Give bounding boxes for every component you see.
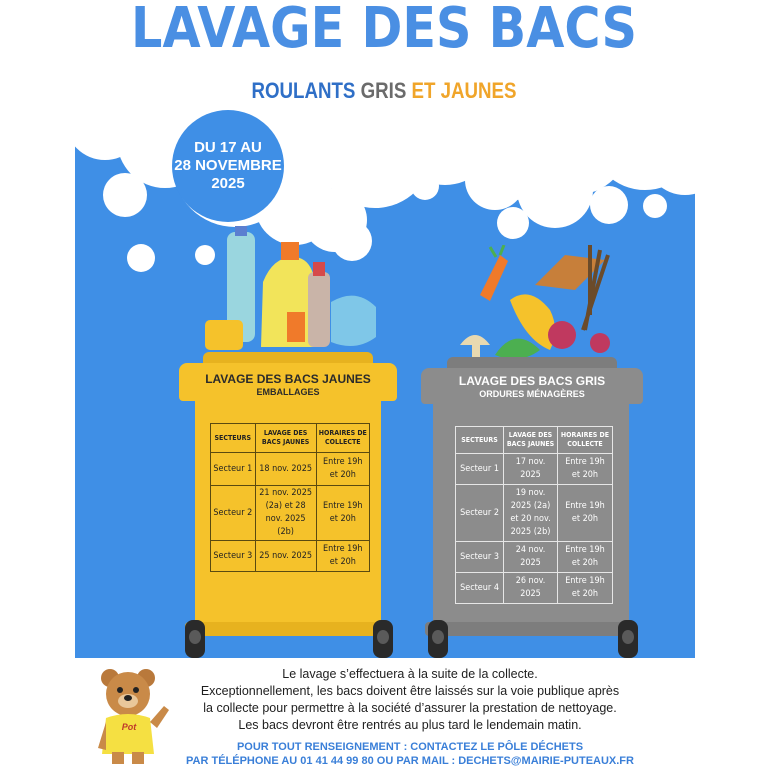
cell-date: 24 nov. 2025: [504, 542, 558, 573]
contact-line-2: PAR TÉLÉPHONE AU 01 41 44 99 80 OU PAR MAIL : DECHETS@MAIRIE-PUTEAUX.FR: [186, 755, 634, 767]
yellow-bin-schedule-table: [210, 423, 370, 572]
page-title: LAVAGE DES BACS: [131, 0, 637, 61]
cell-secteur: Secteur 1: [211, 453, 256, 486]
grey-bin-schedule-table: [455, 426, 613, 604]
grey-bin-title: [421, 375, 643, 401]
grey-bin-heading: LAVAGE DES BACS GRIS: [458, 374, 606, 388]
cell-date: 25 nov. 2025: [255, 541, 316, 572]
info-line-2: Exceptionnellement, les bacs doivent être laissés sur la voie publique après: [200, 684, 620, 698]
yellow-bin-title: [179, 373, 397, 399]
subtitle-jaunes: ET JAUNES: [411, 78, 517, 103]
cell-secteur: Secteur 1: [456, 454, 504, 485]
cell-horaire: Entre 19h et 20h: [557, 573, 612, 604]
table-row: [456, 573, 613, 604]
contact-block: [130, 740, 690, 768]
header-lavage: LAVAGE DES BACS JAUNES: [504, 427, 558, 454]
cell-date: 19 nov. 2025 (2a) et 20 nov. 2025 (2b): [504, 485, 558, 542]
table-row: [211, 541, 370, 572]
cell-date: 26 nov. 2025: [504, 573, 558, 604]
cell-date: 17 nov. 2025: [504, 454, 558, 485]
table-row: [211, 486, 370, 541]
header-lavage: LAVAGE DES BACS JAUNES: [255, 424, 316, 453]
cell-horaire: Entre 19h et 20h: [316, 541, 369, 572]
cell-horaire: Entre 19h et 20h: [557, 485, 612, 542]
yellow-bin-wheel-right: [373, 620, 393, 658]
cell-horaire: Entre 19h et 20h: [316, 453, 369, 486]
grey-bin-category: ORDURES MÉNAGÈRES: [479, 389, 585, 399]
food-waste-illustration: [450, 245, 630, 360]
subtitle-roulants: ROULANTS: [251, 78, 356, 103]
subtitle-gris: GRIS: [360, 78, 407, 103]
cell-secteur: Secteur 4: [456, 573, 504, 604]
cell-secteur: Secteur 3: [211, 541, 256, 572]
cell-date: 18 nov. 2025: [255, 453, 316, 486]
table-row: [456, 485, 613, 542]
cell-secteur: Secteur 2: [211, 486, 256, 541]
contact-line-1: POUR TOUT RENSEIGNEMENT : CONTACTEZ LE PÔLE DÉCHETS: [236, 741, 584, 753]
blue-background-panel: [75, 110, 695, 658]
date-range-bubble: [172, 110, 284, 222]
date-line-1: DU 17 AU: [194, 139, 262, 156]
cell-secteur: Secteur 3: [456, 542, 504, 573]
date-line-3: 2025: [211, 175, 245, 192]
yellow-bin-category: EMBALLAGES: [256, 387, 320, 397]
header-horaires: HORAIRES DE COLLECTE: [557, 427, 612, 454]
info-line-3: la collecte pour permettre à la société d’assurer la prestation de nettoyage.: [203, 701, 617, 715]
table-header-row: [211, 424, 370, 453]
yellow-bin-wheel-left: [185, 620, 205, 658]
info-line-4: Les bacs devront être rentrés au plus tard le lendemain matin.: [238, 718, 582, 732]
cell-date: 21 nov. 2025 (2a) et 28 nov. 2025 (2b): [255, 486, 316, 541]
page-subtitle: [58, 78, 711, 104]
header-horaires: HORAIRES DE COLLECTE: [316, 424, 369, 453]
header-secteurs: SECTEURS: [211, 424, 256, 453]
info-paragraph: [170, 666, 650, 734]
header-secteurs: SECTEURS: [456, 427, 504, 454]
cell-secteur: Secteur 2: [456, 485, 504, 542]
table-row: [456, 454, 613, 485]
cell-horaire: Entre 19h et 20h: [316, 486, 369, 541]
mascot-shirt-label: Pot: [121, 722, 137, 732]
info-line-1: Le lavage s’effectuera à la suite de la collecte.: [282, 667, 538, 681]
grey-bin-wheel-right: [618, 620, 638, 658]
grey-bin-base: [425, 622, 637, 636]
table-row: [456, 542, 613, 573]
cell-horaire: Entre 19h et 20h: [557, 542, 612, 573]
grey-bin-wheel-left: [428, 620, 448, 658]
cell-horaire: Entre 19h et 20h: [557, 454, 612, 485]
recyclables-illustration: [205, 222, 385, 362]
date-line-2: 28 NOVEMBRE: [174, 157, 282, 174]
yellow-bin-base: [185, 622, 391, 636]
table-row: [211, 453, 370, 486]
table-header-row: [456, 427, 613, 454]
yellow-bin-heading: LAVAGE DES BACS JAUNES: [205, 372, 371, 386]
